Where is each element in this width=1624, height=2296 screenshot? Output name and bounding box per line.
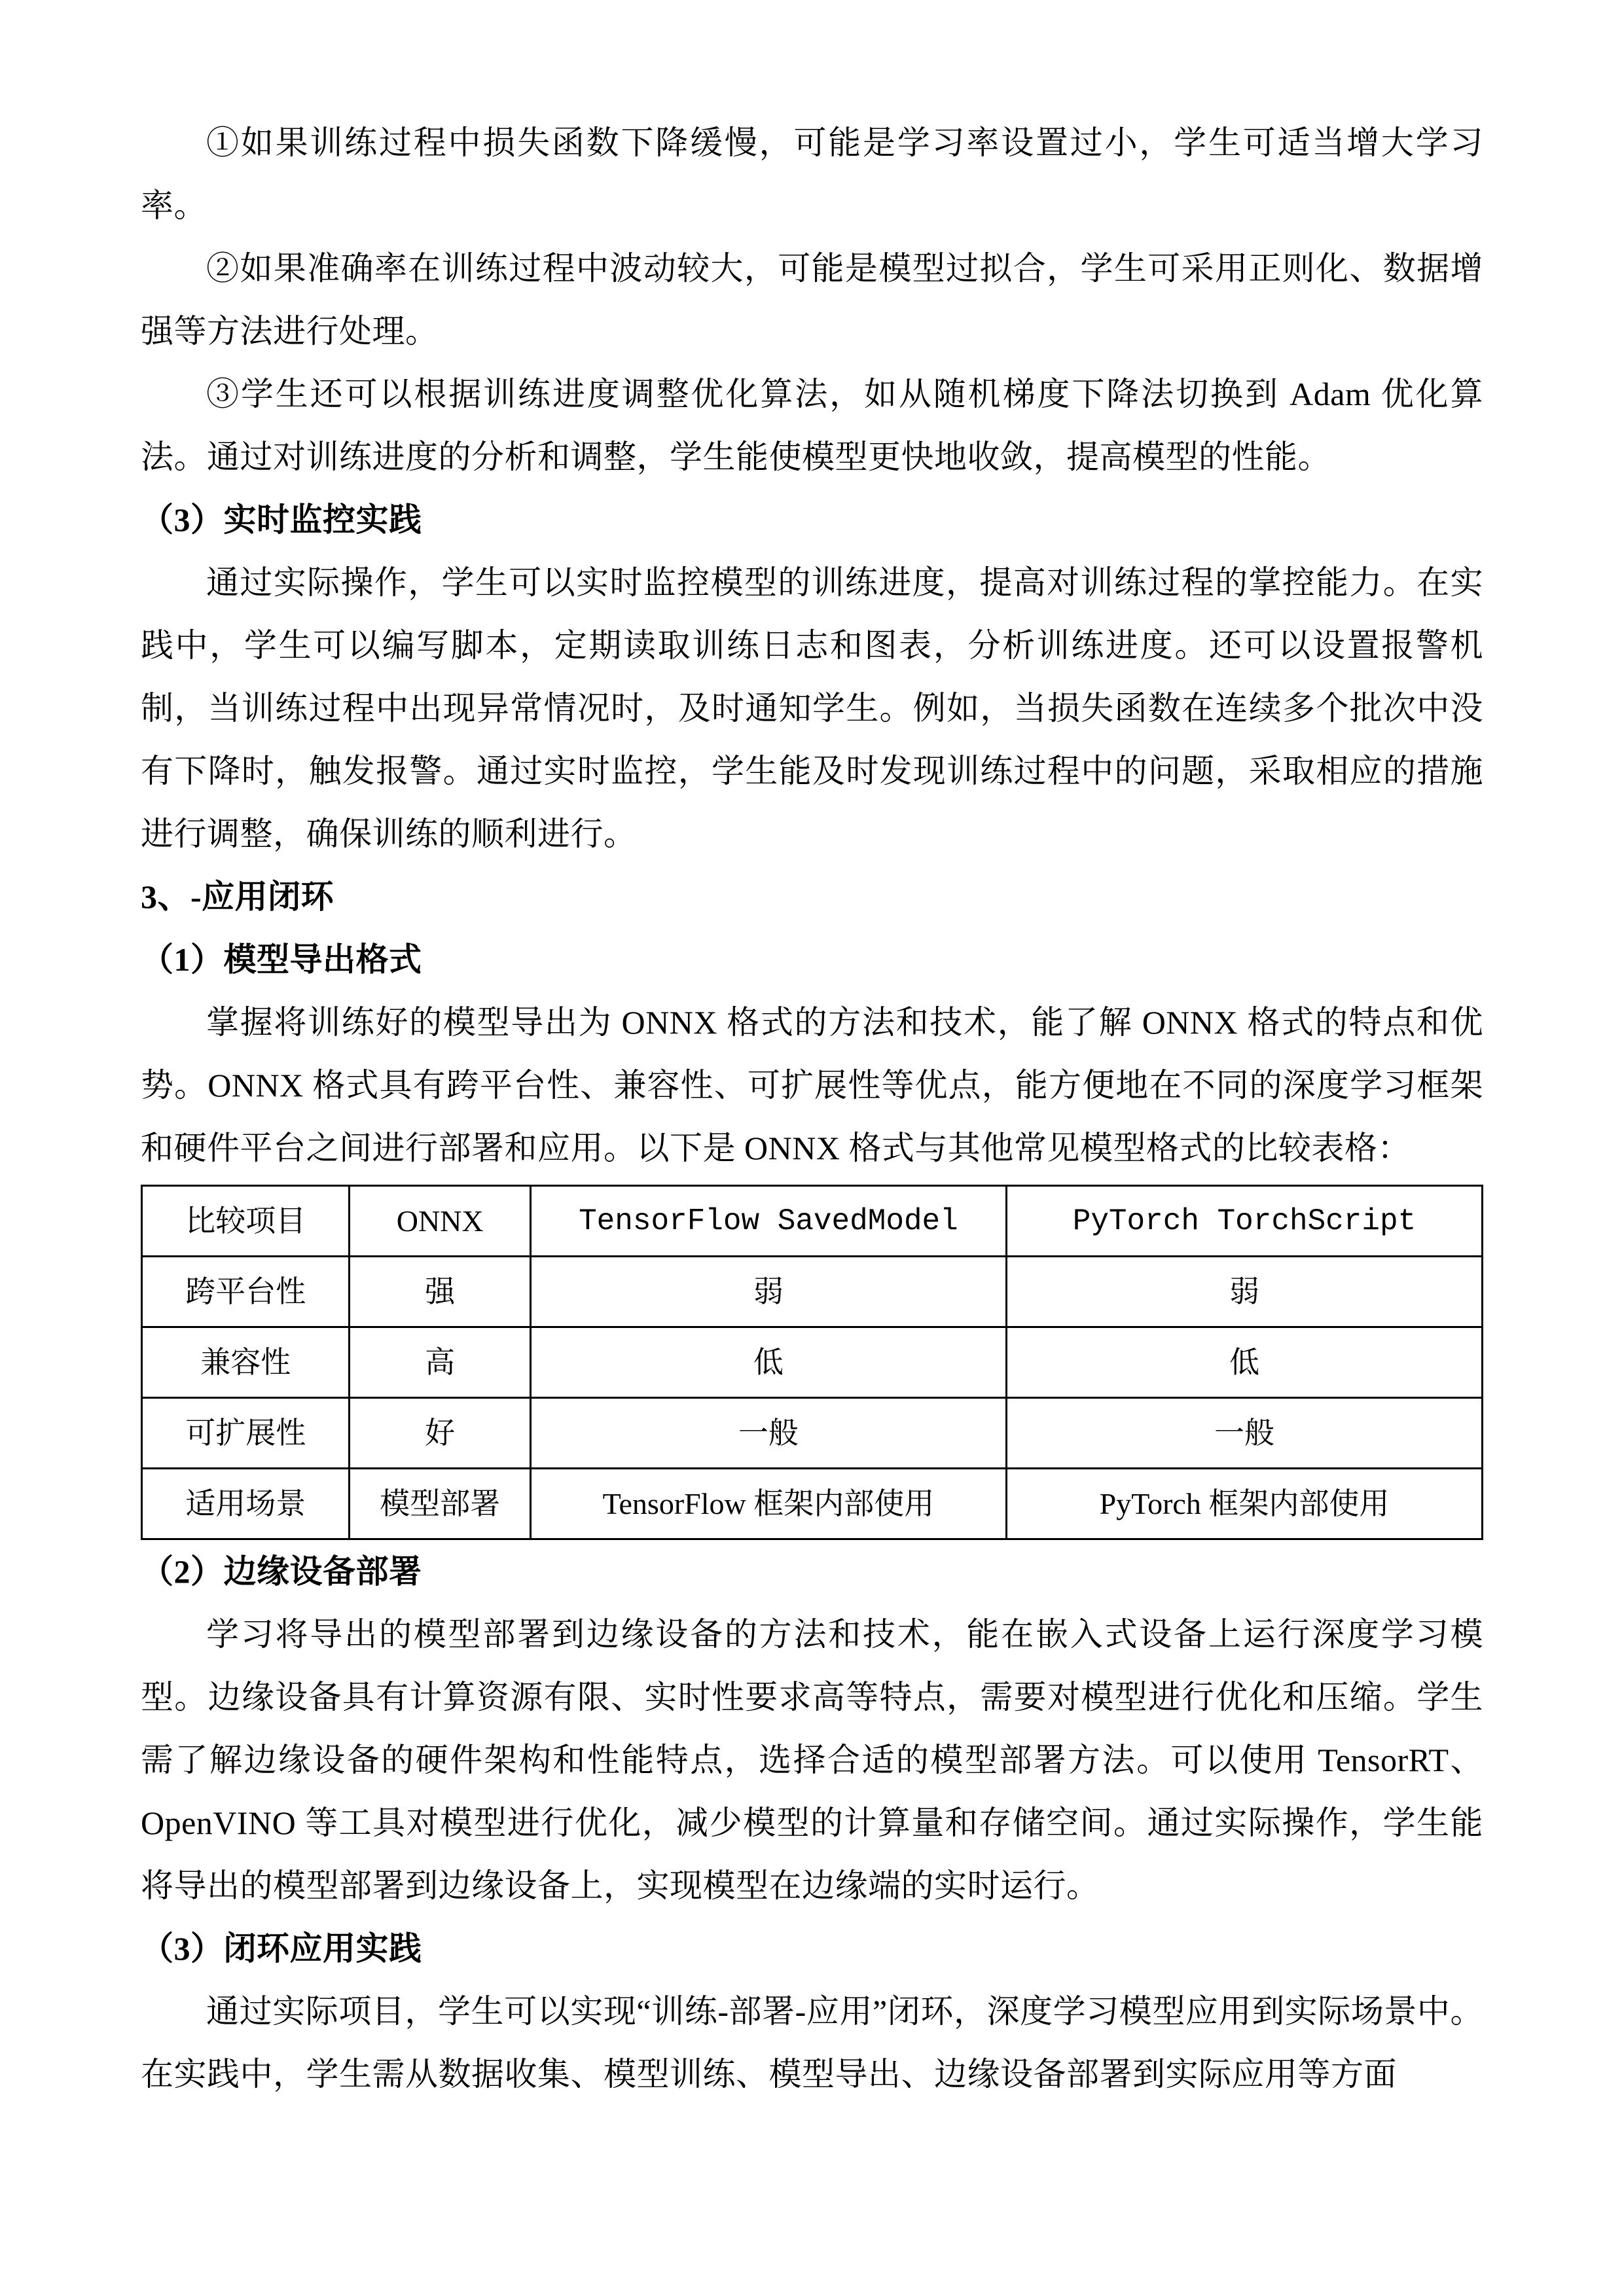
- para-model-export-format: 掌握将训练好的模型导出为 ONNX 格式的方法和技术，能了解 ONNX 格式的特点和优势。ONNX 格式具有跨平台性、兼容性、可扩展性等优点，能方便地在不同的深度学习框架和硬件平台之间进行部署和应用。以下是 ONNX 格式与其他常见模型格式的比较表格：: [141, 1004, 1483, 1166]
- table-cell-row1-col2: 低: [530, 1327, 1006, 1398]
- table-cell-row3-col2: TensorFlow 框架内部使用: [530, 1469, 1006, 1539]
- table-header-cell-pytorch: PyTorch TorchScript: [1006, 1186, 1482, 1257]
- para-optimizer-switch: ③学生还可以根据训练进度调整优化算法，如从随机梯度下降法切换到 Adam 优化算法。通过对训练进度的分析和调整，学生能使模型更快地收敛，提高模型的性能。: [141, 376, 1483, 475]
- para-edge-device-deployment: 学习将导出的模型部署到边缘设备的方法和技术，能在嵌入式设备上运行深度学习模型。边缘设备具有计算资源有限、实时性要求高等特点，需要对模型进行优化和压缩。学生需了解边缘设备的硬件架构和性能特点，选择合适的模型部署方法。可以使用 TensorRT、OpenVINO 等工具对模型进行优化，减少模型的计算量和存储空间。通过实际操作，学生能将导出的模型部署到边缘设备上，实现模型在边缘端的实时运行。: [141, 1616, 1483, 1904]
- table-cell-row2-col1: 好: [350, 1398, 530, 1469]
- table-cell-row2-col2: 一般: [530, 1398, 1006, 1469]
- table-header-cell-tensorflow: TensorFlow SavedModel: [530, 1186, 1006, 1257]
- table-row: [142, 1469, 1483, 1539]
- table-cell-row1-col3: 低: [1006, 1327, 1482, 1398]
- heading-model-export-format: （1）模型导出格式: [141, 941, 422, 978]
- document-body: [141, 111, 1483, 2106]
- table-cell-row0-col0: 跨平台性: [142, 1257, 350, 1327]
- table-header-row: [142, 1186, 1483, 1257]
- table-cell-row0-col1: 强: [350, 1257, 530, 1327]
- table-cell-row2-col0: 可扩展性: [142, 1398, 350, 1469]
- table-row: [142, 1398, 1483, 1469]
- table-body: [142, 1186, 1483, 1539]
- heading-application-closed-loop: 3、-应用闭环: [141, 878, 334, 915]
- table-cell-row1-col1: 高: [350, 1327, 530, 1398]
- para-slow-loss: ①如果训练过程中损失函数下降缓慢，可能是学习率设置过小，学生可适当增大学习率。: [141, 124, 1483, 224]
- table-header-cell-item: 比较项目: [142, 1186, 350, 1257]
- table-cell-row0-col2: 弱: [530, 1257, 1006, 1327]
- table-cell-row3-col1: 模型部署: [350, 1469, 530, 1539]
- heading-realtime-monitor-practice: （3）实时监控实践: [141, 501, 422, 538]
- table-cell-row3-col0: 适用场景: [142, 1469, 350, 1539]
- table-row: [142, 1327, 1483, 1398]
- para-closed-loop-application-practice: 通过实际项目，学生可以实现“训练-部署-应用”闭环，深度学习模型应用到实际场景中。在实践中，学生需从数据收集、模型训练、模型导出、边缘设备部署到实际应用等方面: [141, 1993, 1483, 2092]
- table-cell-row1-col0: 兼容性: [142, 1327, 350, 1398]
- table-format-comparison: [141, 1185, 1483, 1540]
- table-header-cell-onnx: ONNX: [350, 1186, 530, 1257]
- para-realtime-monitor-practice: 通过实际操作，学生可以实时监控模型的训练进度，提高对训练过程的掌控能力。在实践中，学生可以编写脚本，定期读取训练日志和图表，分析训练进度。还可以设置报警机制，当训练过程中出现异常情况时，及时通知学生。例如，当损失函数在连续多个批次中没有下降时，触发报警。通过实时监控，学生能及时发现训练过程中的问题，采取相应的措施进行调整，确保训练的顺利进行。: [141, 564, 1483, 852]
- para-accuracy-fluctuation: ②如果准确率在训练过程中波动较大，可能是模型过拟合，学生可采用正则化、数据增强等方法进行处理。: [141, 250, 1483, 350]
- table-row: [142, 1257, 1483, 1327]
- table-cell-row2-col3: 一般: [1006, 1398, 1482, 1469]
- table-cell-row0-col3: 弱: [1006, 1257, 1482, 1327]
- heading-edge-device-deployment: （2）边缘设备部署: [141, 1553, 422, 1590]
- table-cell-row3-col3: PyTorch 框架内部使用: [1006, 1469, 1482, 1539]
- heading-closed-loop-application-practice: （3）闭环应用实践: [141, 1930, 422, 1967]
